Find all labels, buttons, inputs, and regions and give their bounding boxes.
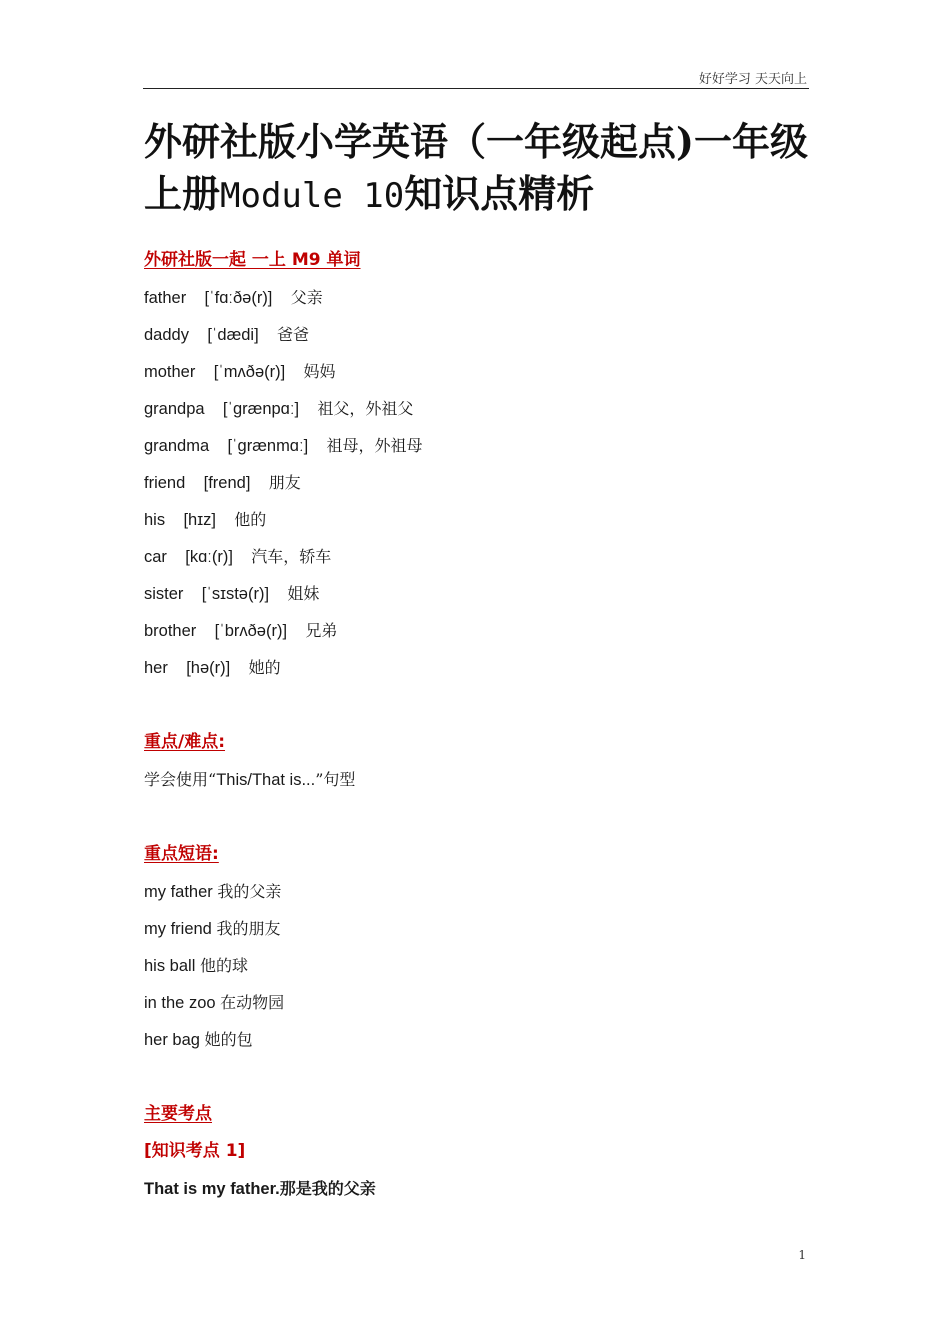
vocab-item <box>144 390 804 427</box>
vocab-word: father <box>144 289 187 307</box>
vocab-meaning: 姐妹 <box>287 584 320 603</box>
spacer <box>144 686 804 724</box>
vocab-phonetic: [ˈɡrænpɑː] <box>222 400 300 418</box>
title-part-2: 知识点精析 <box>404 171 595 216</box>
vocab-item <box>144 279 804 316</box>
vocab-list <box>144 279 804 686</box>
vocab-word: his <box>144 511 166 529</box>
vocab-word: sister <box>144 585 184 603</box>
phrase-item <box>144 947 804 984</box>
vocab-word: daddy <box>144 326 189 344</box>
vocab-item <box>144 316 804 353</box>
page-number: 1 <box>798 1248 806 1262</box>
vocab-phonetic: [ˈsɪstə(r)] <box>201 585 270 603</box>
vocab-meaning: 祖父，外祖父 <box>317 399 414 418</box>
header-divider <box>143 88 809 89</box>
phrase-item <box>144 984 804 1021</box>
vocab-word: her <box>144 659 168 677</box>
vocab-word: friend <box>144 474 186 492</box>
title-module: Module 10 <box>220 176 405 216</box>
vocab-item <box>144 501 804 538</box>
phrase-english: his ball <box>144 957 196 975</box>
vocab-phonetic: [frend] <box>203 474 251 492</box>
vocab-meaning: 爸爸 <box>277 325 310 344</box>
exam-point-1-sentence <box>144 1170 804 1207</box>
vocab-meaning: 汽车，轿车 <box>251 547 332 566</box>
spacer <box>144 1058 804 1096</box>
phrase-item <box>144 1021 804 1058</box>
key-difficulty-heading: 重点/难点: <box>144 732 226 752</box>
vocab-item <box>144 649 804 686</box>
phrase-list <box>144 873 804 1058</box>
title-part-1: 外研社版小学英语（一年级起点)一年级上册 <box>144 119 808 216</box>
phrase-chinese: 我的朋友 <box>216 919 281 938</box>
page-header-text: 好好学习 天天向上 <box>698 72 807 87</box>
vocab-phonetic: [ˈmʌðə(r)] <box>213 363 286 381</box>
phrase-english: my friend <box>144 920 212 938</box>
vocab-phonetic: [ˈɡrænmɑː] <box>227 437 309 455</box>
document-body <box>144 242 804 1207</box>
key-difficulty-text <box>144 761 804 798</box>
vocab-heading: 外研社版一起 一上 M9 单词 <box>144 250 361 270</box>
vocab-phonetic: [ˈbrʌðə(r)] <box>214 622 288 640</box>
phrases-heading: 重点短语: <box>144 844 219 864</box>
phrase-item <box>144 910 804 947</box>
vocab-meaning: 他的 <box>234 510 267 529</box>
vocab-item <box>144 427 804 464</box>
key-difficulty-text-a: 学会使用“ <box>144 770 217 789</box>
vocab-item <box>144 464 804 501</box>
vocab-item <box>144 612 804 649</box>
phrase-chinese: 她的包 <box>204 1030 253 1049</box>
vocab-phonetic: [ˈdædi] <box>207 326 259 344</box>
phrase-chinese: 在动物园 <box>220 993 285 1012</box>
vocab-word: brother <box>144 622 197 640</box>
spacer <box>144 798 804 836</box>
key-difficulty-text-b: This/That is... <box>216 771 316 789</box>
phrase-item <box>144 873 804 910</box>
vocab-item <box>144 575 804 612</box>
vocab-phonetic: [hɪz] <box>183 511 216 529</box>
vocab-meaning: 祖母，外祖母 <box>326 436 423 455</box>
vocab-meaning: 她的 <box>248 658 281 677</box>
vocab-word: grandma <box>144 437 210 455</box>
vocab-phonetic: [kɑː(r)] <box>185 548 233 566</box>
vocab-phonetic: [ˈfɑːðə(r)] <box>204 289 273 307</box>
exam-points-heading: 主要考点 <box>144 1104 212 1124</box>
exam-point-1-heading: [知识考点 1] <box>144 1141 246 1161</box>
vocab-item <box>144 538 804 575</box>
phrase-chinese: 我的父亲 <box>217 882 282 901</box>
vocab-word: grandpa <box>144 400 205 418</box>
phrase-english: in the zoo <box>144 994 216 1012</box>
phrase-english: my father <box>144 883 213 901</box>
vocab-phonetic: [hə(r)] <box>186 659 231 677</box>
vocab-word: mother <box>144 363 196 381</box>
vocab-meaning: 父亲 <box>290 288 323 307</box>
key-difficulty-text-c: ”句型 <box>315 770 356 789</box>
sentence-en: That is my father. <box>144 1180 280 1198</box>
document-title <box>144 116 824 222</box>
vocab-item <box>144 353 804 390</box>
vocab-meaning: 兄弟 <box>305 621 338 640</box>
vocab-word: car <box>144 548 167 566</box>
phrase-chinese: 他的球 <box>199 956 248 975</box>
phrase-english: her bag <box>144 1031 200 1049</box>
vocab-meaning: 妈妈 <box>303 362 336 381</box>
vocab-meaning: 朋友 <box>268 473 301 492</box>
sentence-cn: 那是我的父亲 <box>279 1179 376 1198</box>
